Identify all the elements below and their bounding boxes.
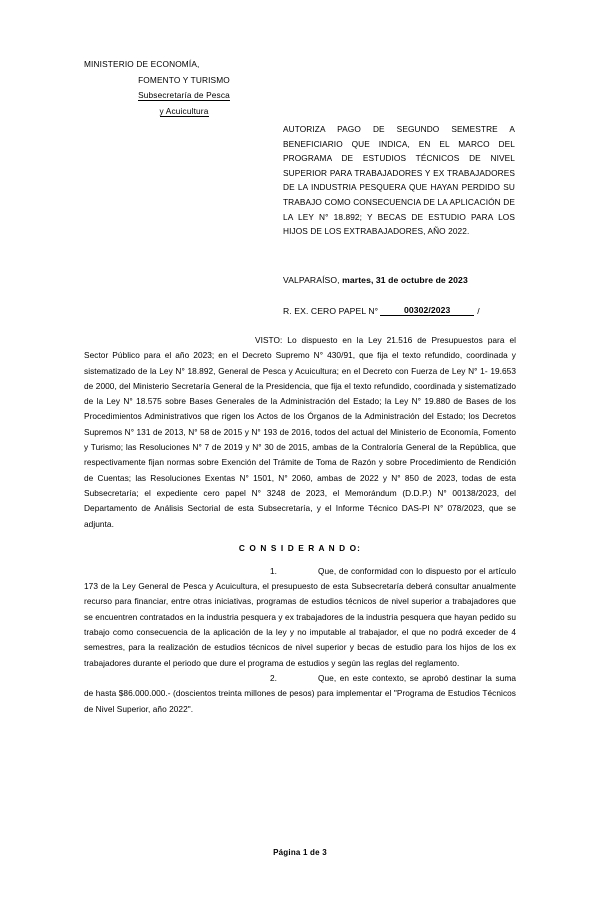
subsecretariat-line-1 [84, 88, 320, 104]
resolution-label: R. EX. CERO PAPEL N° [283, 306, 379, 316]
subsecretariat-label-a: Subsecretaría de Pesca [138, 90, 230, 101]
considerando-item-2-text: Que, en este contexto, se aprobó destinar la suma de hasta $86.000.000.- (doscientos treinta millones de pesos) para implementar el "Programa de Estudios Técnicos de Nivel Superior, año 2022". [84, 672, 516, 714]
resolution-slash: / [477, 306, 480, 316]
place-and-date [283, 275, 468, 285]
subsecretariat-label-b: y Acuicultura [159, 105, 209, 116]
subsecretariat-line-2 [84, 104, 320, 120]
considerando-item-2 [84, 671, 516, 717]
considerando-heading: C O N S I D E R A N D O: [238, 542, 362, 553]
spacer-after-considerando [84, 553, 516, 564]
organization-header [84, 57, 320, 119]
document-subject-summary: AUTORIZA PAGO DE SEGUNDO SEMESTRE A BENEFICIARIO QUE INDICA, EN EL MARCO DEL PROGRAMA DE ESTUDIOS TÉCNICOS DE NIVEL SUPERIOR PARA TRABAJADORES Y EX TRABAJADORES DE LA INDUSTRIA PESQUERA QUE HAYAN PERDIDO SU TRABAJO COMO CONSECUENCIA DE LA APLICACIÓN DE LA LEY N° 18.892; Y BECAS DE ESTUDIO PARA LOS HIJOS DE LOS EXTRABAJADORES, AÑO 2022. [283, 124, 515, 237]
considerando-item-2-number: 2. [270, 672, 278, 683]
considerando-item-1-number: 1. [270, 565, 278, 576]
ministry-line-2: FOMENTO Y TURISMO [138, 74, 230, 85]
city-label: VALPARAÍSO, [283, 275, 340, 285]
visto-paragraph: VISTO: Lo dispuesto en la Ley 21.516 de Presupuestos para el Sector Público para el año 2023; en el Decreto Supremo N° 430/91, que fija el texto refundido, coordinada y sistematizado de la Ley N° 18.892, General de Pesca y Acuicultura; en el Decreto con Fuerza de Ley N° 1- 19.653 de 2000, del Ministerio Secretaría General de la Presidencia, que fija el texto refundido, coordinada y sistematizado de la Ley N° 18.575 sobre Bases Generales de la Administración del Estado; la Ley N° 19.880 de Bases de los Procedimientos Administrativos que rigen los Actos de los Órganos de la Administración del Estado; los Decretos Supremos N° 131 de 2013, N° 58 de 2015 y N° 193 de 2016, todos del actual del Ministerio de Economía, Fomento y Turismo; las Resoluciones N° 7 de 2019 y N° 30 de 2015, ambas de la Contraloría General de la República, que respectivamente fijan normas sobre Exención del Trámite de Toma de Razón y sobre Procedimiento de Rendición de Cuentas; las Resoluciones Exentas N° 1501, N° 2060, ambas de 2022 y N° 850 de 2023, todas de esta Subsecretaría; el expediente cero papel N° 3248 de 2023, el Memorándum (D.D.P.) N° 00138/2023, del Departamento de Análisis Sectorial de esta Subsecretaría, y el Informe Técnico DAS-PI N° 078/2023, que se adjunta. [84, 335, 516, 529]
considerando-item-1-text: Que, de conformidad con lo dispuesto por el artículo 173 de la Ley General de Pesca y Acuicultura, el presupuesto de esta Subsecretaría deberá consultar anualmente recurso para financiar, entre otras iniciativas, programas de estudios técnicos de nivel superior a trabajadores que se encuentren contratados en la industria pesquera y ex trabajadores de la industria pesquera que hayan pedido su trabajo como consecuencia de la aplicación de la ley y no imputable al trabajador, el que no podrá exceder de 4 semestres, para la realización de estudios técnicos de nivel superior y becas de estudio para los hijos de los ex trabajadores durante el periodo que dure el programa de estudios y según las reglas del reglamento. [84, 565, 516, 668]
date-label: martes, 31 de octubre de 2023 [339, 275, 468, 285]
ministry-line-1: MINISTERIO DE ECONOMÍA, [84, 59, 200, 69]
resolution-number-value: 00302/2023 [380, 305, 474, 316]
document-body [84, 333, 516, 717]
resolution-number-line [283, 305, 480, 316]
page-footer: Página 1 de 3 [273, 848, 327, 857]
spacer-before-considerando [84, 532, 516, 543]
considerando-item-1 [84, 564, 516, 671]
